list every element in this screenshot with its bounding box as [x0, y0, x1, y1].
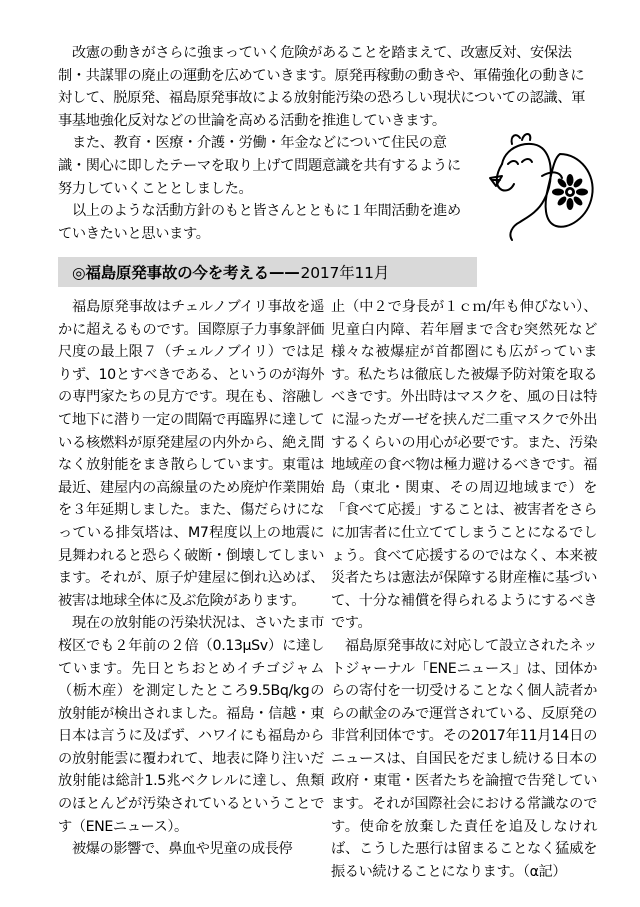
- intro-paragraph-3: 以上のような活動方針のもと皆さんとともに１年間活動を進めていきたいと思います。: [58, 203, 461, 242]
- section-dash: ——: [268, 263, 300, 281]
- intro-paragraph-1: 改憲の動きがさらに強まっていく危険があることを踏まえて、改憲反対、安保法制・共謀罪の廃止の運動を広めていきます。原発再稼動の動きや、軍備強化の動きに対して、脱原発、福島原発事故による放射能汚染の恐ろしい現状についての認識、軍事基地強化反対などの世論を高める活動を推進していきます。: [58, 45, 586, 129]
- article-paragraph-3-continued: 止（中２で身長が１ｃｍ/年も伸びない）、児童白内障、若年層まで含む突然死など様々な被爆症が首都圏にも広がっています。私たちは徹底した被爆予防対策を取るべきです。外出時はマスクを、風の日は特に湿ったガーゼを挟んだ二重マスクで外出するくらいの用心が必要です。また、汚染地域産の食べ物は極力避けるべきです。福島（東北・関東、その周辺地域まで）を「食べて応援」することは、被害者をさらに加害者に仕立ててしまうことになるでしょう。食べて応援するのではなく、本来被災者たちは憲法が保障する財産権に基づいて、十分な補償を得られるようにするべきです。: [331, 299, 597, 632]
- article-paragraph-4: 福島原発事故に対応して設立されたネットジャーナル「ENEニュース」は、団体からの寄付を一切受けることなく個人読者からの献金のみで運営されている、反原発の非営利団体です。その2017年11月14日のニュースは、自国民をだまし続ける日本の政府・東電・医者たちを論擅で告発しています。それが国際社会における常識なのです。使命を放棄した責任を追及しなければ、こうした悪行は留まることなく猛威を振るい続けることになります。（α記）: [331, 637, 597, 880]
- mascot-illustration: [482, 130, 600, 242]
- section-date: 2017年11月: [300, 264, 390, 282]
- section-heading: [58, 257, 477, 287]
- article-paragraph-3-start: 被爆の影響で、鼻血や児童の成長停: [72, 841, 293, 858]
- section-title: ◎福島原発事故の今を考える: [72, 264, 269, 282]
- article-column-left: [58, 296, 324, 861]
- article-column-right: [331, 296, 597, 883]
- article-paragraph-1: 福島原発事故はチェルノブイリ事故を遥かに超えるものです。国際原子力事象評価尺度の最上限７（チェルノブイリ）では足りず、10とすべきである、というのが海外の専門家たちの見方です。現在も、溶融して地下に潜り一定の間隔で再臨界に達している核燃料が原発建屋の内外から、絶え間なく放射能をまき散らしています。東電は最近、建屋内の高線量のため廃炉作業開始を３年延期しました。また、傷だらけになっている排気塔は、M7程度以上の地震に見舞われると恐らく破断・倒壊してしまいます。それが、原子炉建屋に倒れ込めば、被害は地球全体に及ぶ危険があります。: [58, 299, 324, 609]
- article-paragraph-2: 現在の放射能の汚染状況は、さいたま市桜区でも２年前の２倍（0.13μSv）に達しています。先日とちおとめイチゴジャム（栃木産）を測定したところ9.5Bq/kgの放射能が検出されました。福島・信越・東日本は言うに及ばず、ハワイにも福島からの放射能雲に覆われて、地表に降り注いだ放射能は総計1.5兆ベクレルに達し、魚類のほとんどが汚染されているということです（ENEニュース）。: [58, 615, 324, 835]
- intro-paragraph-2: また、教育・医療・介護・労働・年金などについて住民の意識・関心に即したテーマを取り上げて問題意識を共有するように努力していくこととしました。: [58, 135, 461, 197]
